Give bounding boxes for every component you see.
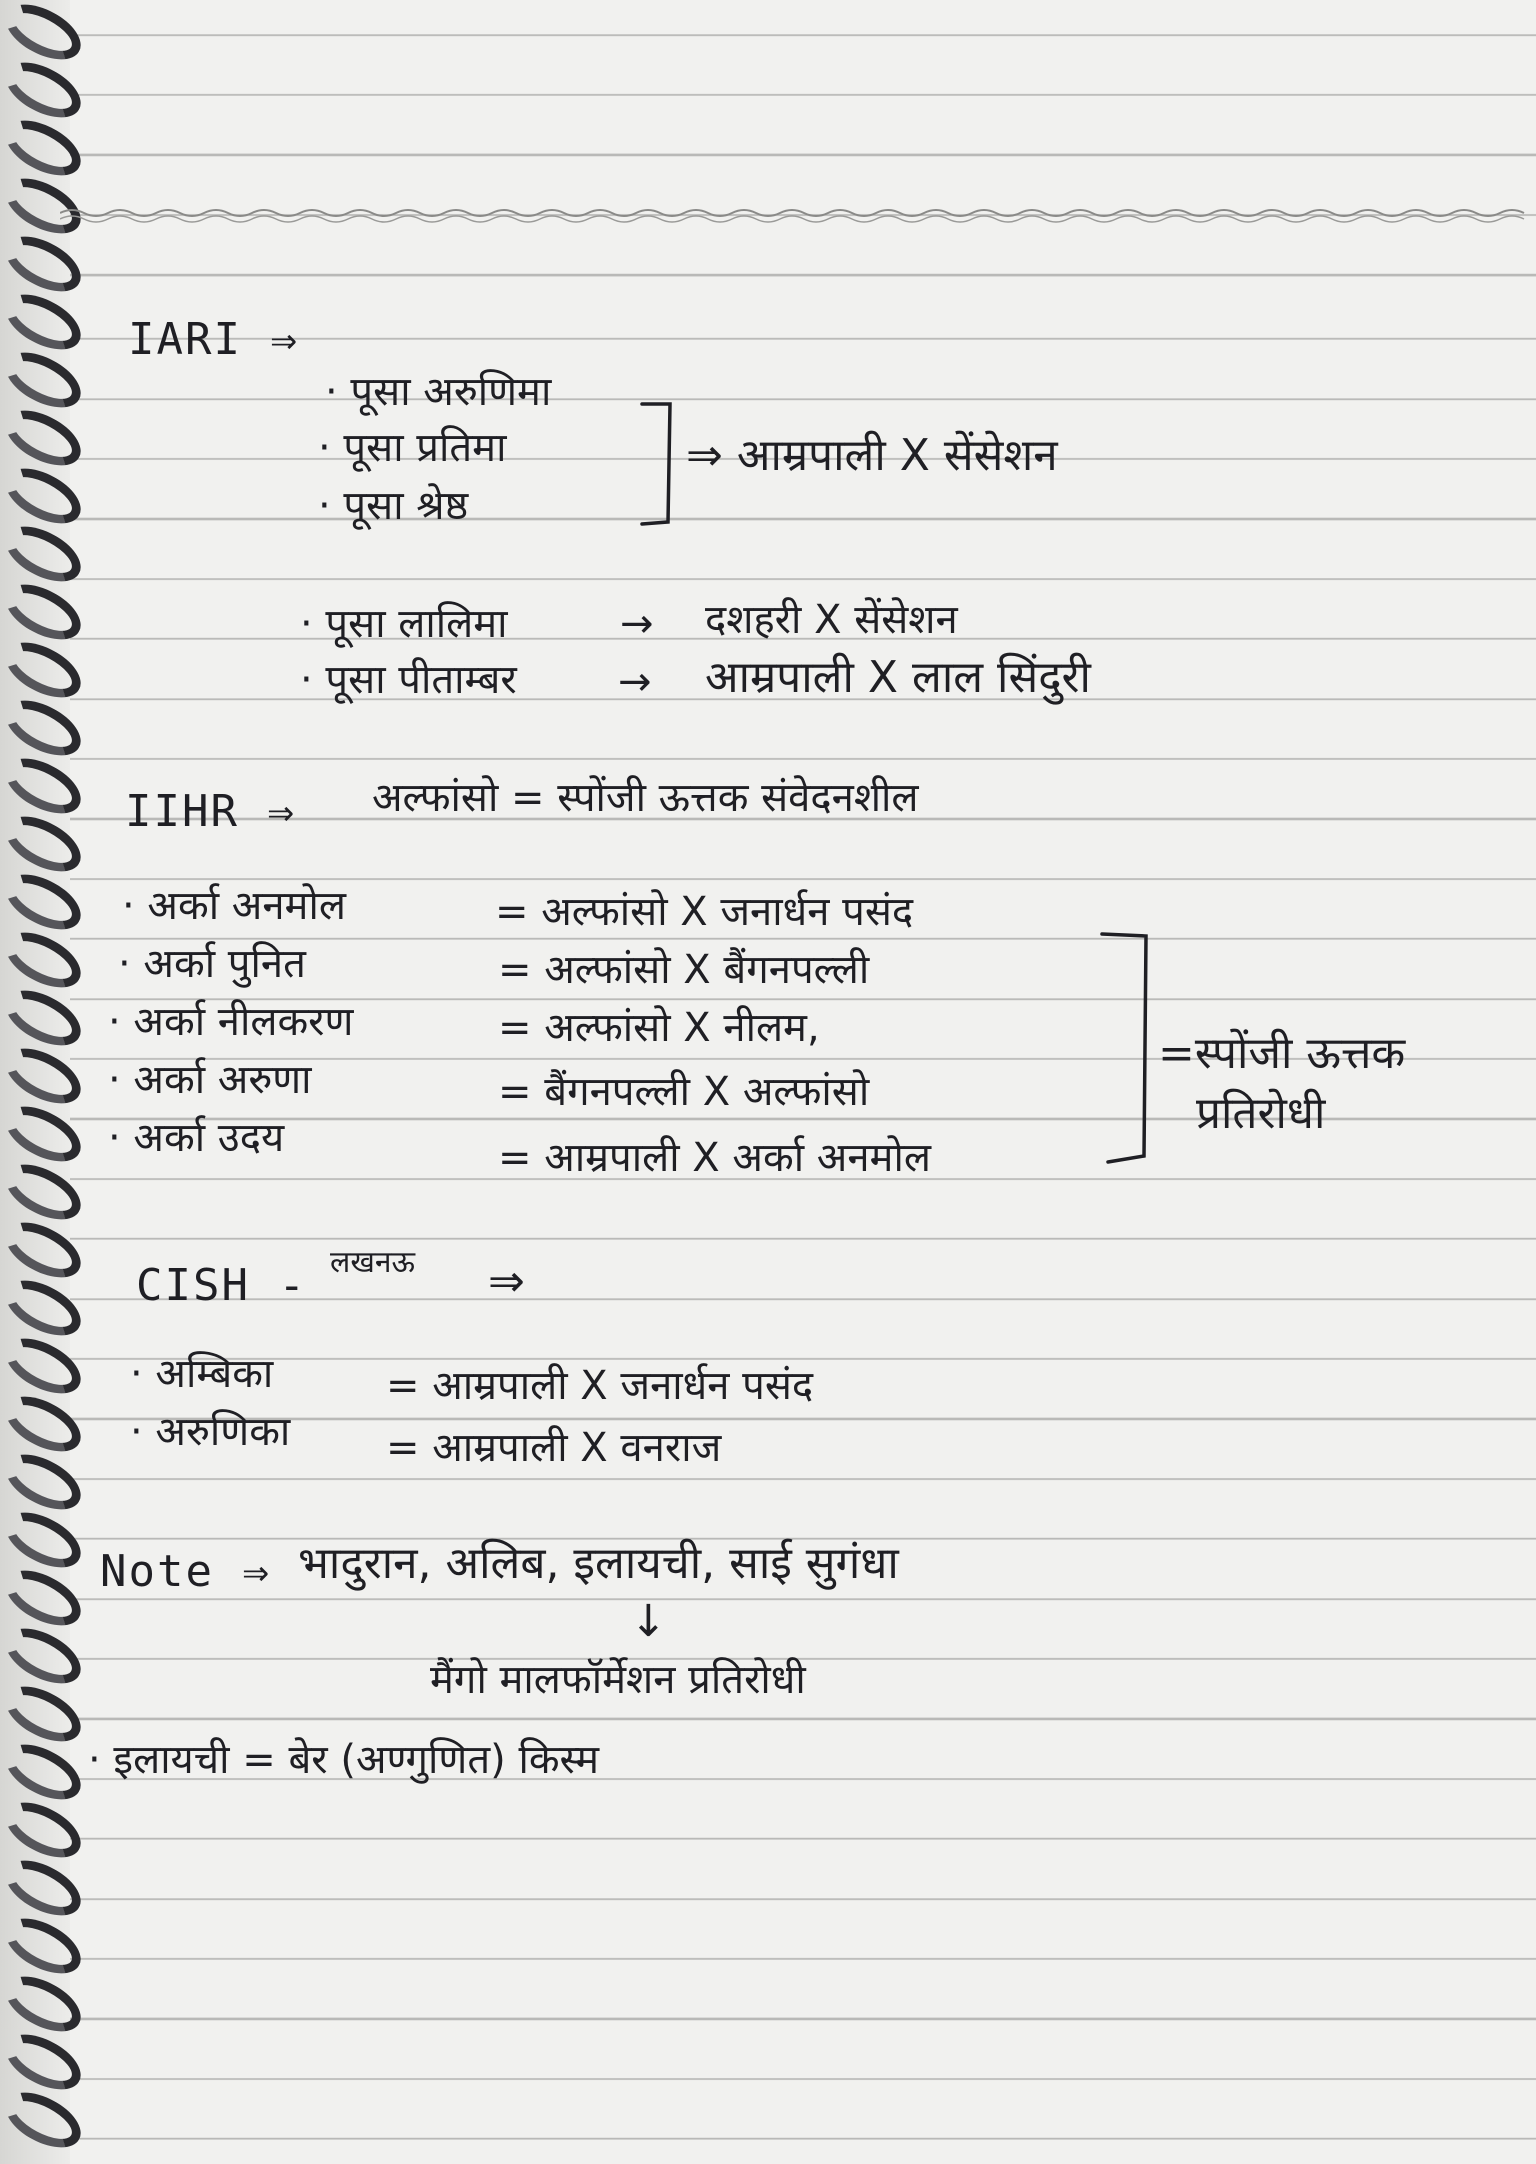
spiral-ring xyxy=(0,1675,90,1752)
iihr-variety: · अर्का अरुणा xyxy=(108,1057,312,1103)
iihr-cross: = बैंगनपल्ली X अल्फांसो xyxy=(498,1069,870,1115)
spiral-binding xyxy=(0,0,70,2164)
spiral-ring xyxy=(0,2081,90,2158)
spiral-ring xyxy=(0,341,90,418)
iihr-group-bracket xyxy=(1100,930,1160,1170)
spiral-ring xyxy=(0,1385,90,1462)
spiral-ring xyxy=(0,1733,90,1810)
iihr-variety: · अर्का अनमोल xyxy=(122,883,346,929)
cish-cross: = आम्रपाली X वनराज xyxy=(386,1425,722,1471)
spiral-ring xyxy=(0,283,90,360)
iihr-cross: = अल्फांसो X जनार्धन पसंद xyxy=(495,889,914,935)
spiral-ring xyxy=(0,1095,90,1172)
cish-cross: = आम्रपाली X जनार्धन पसंद xyxy=(386,1363,814,1409)
header-wavy-line xyxy=(60,205,1536,225)
iihr-note: अल्फांसो = स्पोंजी ऊत्तक संवेदनशील xyxy=(372,775,919,821)
spiral-ring xyxy=(0,1617,90,1694)
spiral-ring xyxy=(0,109,90,186)
spiral-ring xyxy=(0,979,90,1056)
iihr-cross: = अल्फांसो X बैंगनपल्ली xyxy=(498,947,870,993)
iari-cross: आम्रपाली X लाल सिंदुरी xyxy=(705,652,1091,703)
spiral-ring xyxy=(0,1327,90,1404)
spiral-ring xyxy=(0,631,90,708)
spiral-ring xyxy=(0,1965,90,2042)
spiral-ring xyxy=(0,747,90,824)
arrow: → xyxy=(620,601,654,647)
arrow: ↓ xyxy=(630,1596,667,1647)
spiral-ring xyxy=(0,1791,90,1868)
spiral-ring xyxy=(0,1559,90,1636)
spiral-ring xyxy=(0,805,90,882)
note-sub: मैंगो मालफॉर्मेशन प्रतिरोधी xyxy=(430,1657,806,1703)
spiral-ring xyxy=(0,0,90,71)
arrow: → xyxy=(618,659,652,705)
iihr-bracket-note: =स्पोंजी ऊत्तक xyxy=(1158,1028,1406,1079)
iari-variety: · पूसा पीताम्बर xyxy=(300,657,517,703)
iihr-cross: = अल्फांसो X नीलम, xyxy=(498,1005,820,1051)
spiral-ring xyxy=(0,515,90,592)
spiral-ring xyxy=(0,1849,90,1926)
spiral-ring xyxy=(0,921,90,998)
cish-city: लखनऊ xyxy=(330,1245,416,1280)
iari-cross: दशहरी X सेंसेशन xyxy=(705,597,958,643)
spiral-ring xyxy=(0,457,90,534)
spiral-ring xyxy=(0,51,90,128)
spiral-ring xyxy=(0,1211,90,1288)
spiral-ring xyxy=(0,689,90,766)
spiral-ring xyxy=(0,1153,90,1230)
cish-variety: · अम्बिका xyxy=(130,1351,274,1397)
iihr-heading: IIHR ⇒ xyxy=(125,786,296,837)
spiral-ring xyxy=(0,863,90,940)
spiral-ring xyxy=(0,573,90,650)
iari-variety: · पूसा प्रतिमा xyxy=(318,425,507,471)
iihr-cross: = आम्रपाली X अर्का अनमोल xyxy=(498,1135,931,1181)
note-label: Note ⇒ xyxy=(100,1546,271,1597)
iihr-variety: · अर्का नीलकरण xyxy=(108,999,354,1045)
spiral-ring xyxy=(0,1907,90,1984)
note-last: · इलायची = बेर (अण्गुणित) किस्म xyxy=(88,1737,600,1783)
spiral-ring xyxy=(0,1269,90,1346)
spiral-ring xyxy=(0,1443,90,1520)
note-text: भादुरान, अलिब, इलायची, साई सुगंधा xyxy=(298,1538,899,1589)
spiral-ring xyxy=(0,1037,90,1114)
iari-variety: · पूसा श्रेष्ठ xyxy=(318,483,469,529)
iari-heading: IARI ⇒ xyxy=(128,314,299,365)
spiral-ring xyxy=(0,1501,90,1578)
spiral-ring xyxy=(0,2023,90,2100)
iari-group-bracket xyxy=(640,400,680,530)
iari-variety: · पूसा अरुणिमा xyxy=(325,369,552,415)
iari-group-cross: ⇒ आम्रपाली X सेंसेशन xyxy=(686,430,1058,481)
iihr-variety: · अर्का पुनित xyxy=(118,941,306,987)
iihr-variety: · अर्का उदय xyxy=(108,1115,285,1161)
cish-variety: · अरुणिका xyxy=(130,1409,291,1455)
iihr-bracket-note: प्रतिरोधी xyxy=(1196,1088,1326,1139)
cish-heading: CISH - xyxy=(136,1260,307,1311)
spiral-ring xyxy=(0,225,90,302)
iari-variety: · पूसा लालिमा xyxy=(300,601,508,647)
spiral-ring xyxy=(0,399,90,476)
arrow: ⇒ xyxy=(488,1256,525,1307)
